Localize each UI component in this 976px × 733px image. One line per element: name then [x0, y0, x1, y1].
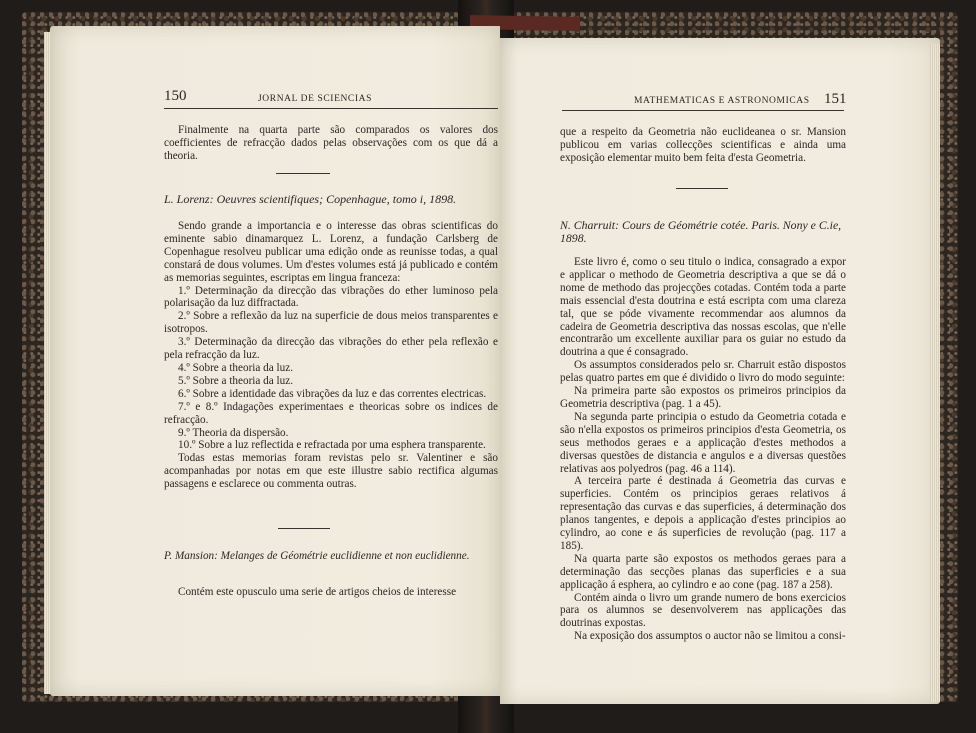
section-separator [676, 188, 728, 189]
list-item: 10.º Sobre a luz reflectida e refractada por uma esphera transparente. [178, 439, 486, 452]
list-item: 3.º Determinação da direcção das vibrações do ether pela reflexão e pela refracção da luz. [164, 336, 498, 362]
left-page-number: 150 [164, 88, 187, 104]
section-separator [276, 173, 330, 174]
reference-charruit: N. Charruit: Cours de Géométrie cotée. Paris. Nony e C.ie, 1898. [560, 218, 842, 245]
paragraph: Na primeira parte são expostos os primeiros principios da Geometria descriptiva (pag. 1 a 45). [560, 385, 846, 410]
charruit-review [560, 256, 846, 643]
list-item: 9.º Theoria da dispersão. [178, 426, 289, 439]
paragraph: Os assumptos considerados pelo sr. Charruit estão dispostos pelas quatro partes em que é dividido o livro do modo seguinte: [560, 359, 846, 385]
section-separator [278, 528, 330, 529]
list-item: 6.º Sobre a identidade das vibrações da luz e das correntes electricas. [178, 387, 487, 400]
paragraph: Sendo grande a importancia e o interesse das obras scientificas do eminente sabio dinamarquez L. Lorenz, a fundação Carlsberg de Copenhague resolveu publicar uma edição onde as reunisse todas, a qual constará de dous volumes. Um d'estes volumes está já publicado e contém as memorias seguintes, escriptas em lingua franceza: [164, 220, 498, 284]
right-header-rule [562, 110, 844, 111]
right-running-head: MATHEMATICAS E ASTRONOMICAS [634, 96, 810, 106]
right-page [500, 38, 940, 704]
left-intro-paragraph [164, 124, 498, 163]
paragraph: Na exposição dos assumptos o auctor não se limitou a consi- [574, 630, 846, 643]
list-item: 5.º Sobre a theoria da luz. [178, 374, 293, 387]
list-item: 2.º Sobre a reflexão da luz na superficie de dous meios transparentes e isotropos. [164, 310, 498, 336]
paragraph: que a respeito da Geometria não euclideanea o sr. Mansion publicou em varias collecções scientificas e ainda uma exposição elementar muito bem feita d'esta Geometria. [560, 126, 846, 164]
paragraph: A terceira parte é destinada á Geometria das curvas e superficies. Contém os principios geraes relativos á representação das curvas e das superficies, á determinação dos planos tangentes, e depois a applicação d'estes principios ao cylindro, ao cone e ás superficies de revolução (pag. 117 a 185). [560, 475, 846, 552]
list-item: 7.º e 8.º Indagações experimentaes e theoricas sobre os indices de refracção. [164, 400, 498, 426]
list-item: 4.º Sobre a theoria da luz. [178, 361, 293, 374]
reference-mansion: P. Mansion: Melanges de Géométrie euclidienne et non euclidienne. [164, 550, 470, 562]
paragraph: Este livro é, como o seu titulo o indica, consagrado a expor e applicar o methodo de Geometria descriptiva a que se dá o nome de methodo das projecções cotadas. Contém toda a parte mais essencial d'esta doutrina e está escripta com uma clareza tal, que se póde vivamente recommendar aos alumnos da cadeira de Geometria descriptiva das nossas escolas, que n'elle encontrarão um excellente auxiliar para os guiar no estudo da doutrina a que é consagrado. [560, 256, 846, 359]
mansion-review [164, 586, 498, 599]
paragraph: Na segunda parte principia o estudo da Geometria cotada e são n'ella expostos os primeiros principios d'esta Geometria, os seus methodos geraes e a applicação d'estes methodos a diversas questões de distancia e angulos e a diversas questões relativas aos polyedros (pag. 46 a 114). [560, 410, 846, 475]
left-running-head: JORNAL DE SCIENCIAS [258, 94, 372, 104]
list-item: 1.º Determinação da direcção das vibrações do ether luminoso pela polarisação da luz diffractada. [164, 284, 498, 310]
paragraph: Todas estas memorias foram revistas pelo sr. Valentiner e são acompanhadas por notas em que este illustre sabio rectifica algumas passagens e esclarece ou commenta outras. [164, 452, 498, 491]
paragraph: Contém ainda o livro um grande numero de bons exercicios para os alumnos se desenvolverem nas applicações das doutrinas expostas. [560, 591, 846, 630]
paragraph: Na quarta parte são expostos os methodos geraes para a determinação das secções planas das superficies e a sua applicação á esphera, ao cylindro e ao cone (pag. 187 a 258). [560, 552, 846, 591]
page-edges-right [930, 44, 940, 702]
left-page [50, 26, 500, 696]
left-header-rule [164, 108, 498, 109]
right-page-number: 151 [824, 91, 847, 107]
paragraph: Finalmente na quarta parte são comparados os valores dos coefficientes de refracção dados pelas observações com os que dá a theoria. [164, 124, 498, 162]
right-intro-paragraph [560, 126, 846, 165]
lorenz-review [164, 220, 498, 491]
paragraph: Contém este opusculo uma serie de artigos cheios de interesse [178, 586, 457, 598]
reference-lorenz: L. Lorenz: Oeuvres scientifiques; Copenhague, tomo i, 1898. [164, 192, 457, 206]
